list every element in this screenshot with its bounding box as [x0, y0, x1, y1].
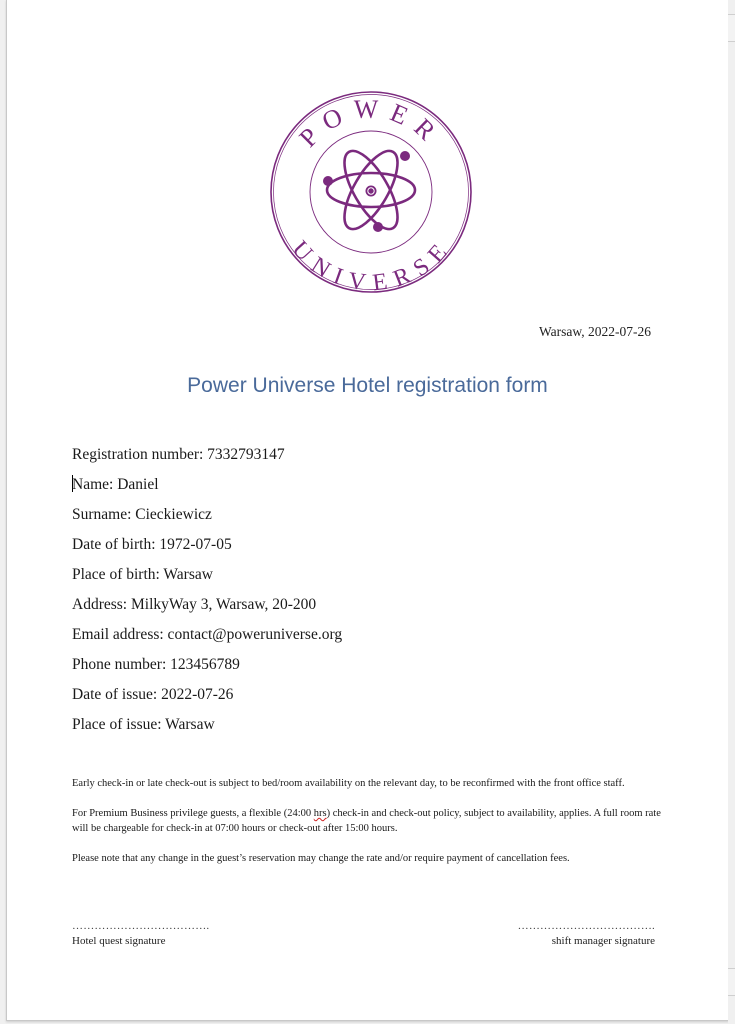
page-title: Power Universe Hotel registration form	[187, 374, 548, 397]
field-date-of-birth: Date of birth: 1972-07-05	[72, 536, 232, 553]
field-surname: Surname: Cieckiewicz	[72, 506, 212, 523]
scroll-marker	[728, 968, 735, 996]
signature-line: ……………………………….	[517, 920, 655, 932]
field-date-of-issue: Date of issue: 2022-07-26	[72, 686, 234, 703]
field-phone: Phone number: 123456789	[72, 656, 240, 673]
scroll-marker	[728, 14, 735, 42]
signature-line: ……………………………….	[72, 920, 210, 932]
power-universe-logo	[269, 90, 473, 294]
svg-text:POWER	[294, 95, 449, 153]
manager-signature-block	[492, 920, 655, 948]
note-premium-business	[72, 806, 672, 836]
note-early-checkin: Early check-in or late check-out is subject to bed/room availability on the relevant day, to be reconfirmed with the front office staff.	[72, 778, 625, 789]
svg-text:UNIVERSE	[287, 236, 456, 294]
atom-globe-icon	[323, 143, 415, 236]
right-scrollbar[interactable]	[728, 0, 735, 1024]
note-text: For Premium Business privilege guests, a flexible (24:00	[72, 808, 314, 819]
field-name-text: Name: Daniel	[72, 476, 159, 493]
policy-notes	[72, 776, 672, 881]
note-reservation-change: Please note that any change in the guest’s reservation may change the rate and/or require payment of cancellation fees.	[72, 853, 570, 864]
field-email: Email address: contact@poweruniverse.org	[72, 626, 343, 643]
field-name[interactable]	[72, 475, 342, 505]
spellcheck-error[interactable]: hrs	[313, 808, 327, 819]
guest-signature-label: Hotel quest signature	[72, 935, 166, 947]
logo-bottom-text: UNIVERSE	[286, 236, 456, 294]
field-registration-number: Registration number: 7332793147	[72, 446, 285, 463]
note-text: ) check-in and check-out policy, subject to availability, applies. A full room rate will be chargeable for check-in at 07:00 hours or check-out after 15:00 hours.	[72, 808, 661, 834]
field-address: Address: MilkyWay 3, Warsaw, 20-200	[72, 596, 317, 613]
place-date: Warsaw, 2022-07-26	[538, 324, 651, 339]
registration-fields	[72, 445, 342, 745]
logo-top-text: POWER	[293, 94, 449, 153]
field-place-of-issue: Place of issue: Warsaw	[72, 716, 215, 733]
field-place-of-birth: Place of birth: Warsaw	[72, 566, 213, 583]
manager-signature-label: shift manager signature	[551, 935, 655, 947]
guest-signature-block	[72, 920, 209, 948]
